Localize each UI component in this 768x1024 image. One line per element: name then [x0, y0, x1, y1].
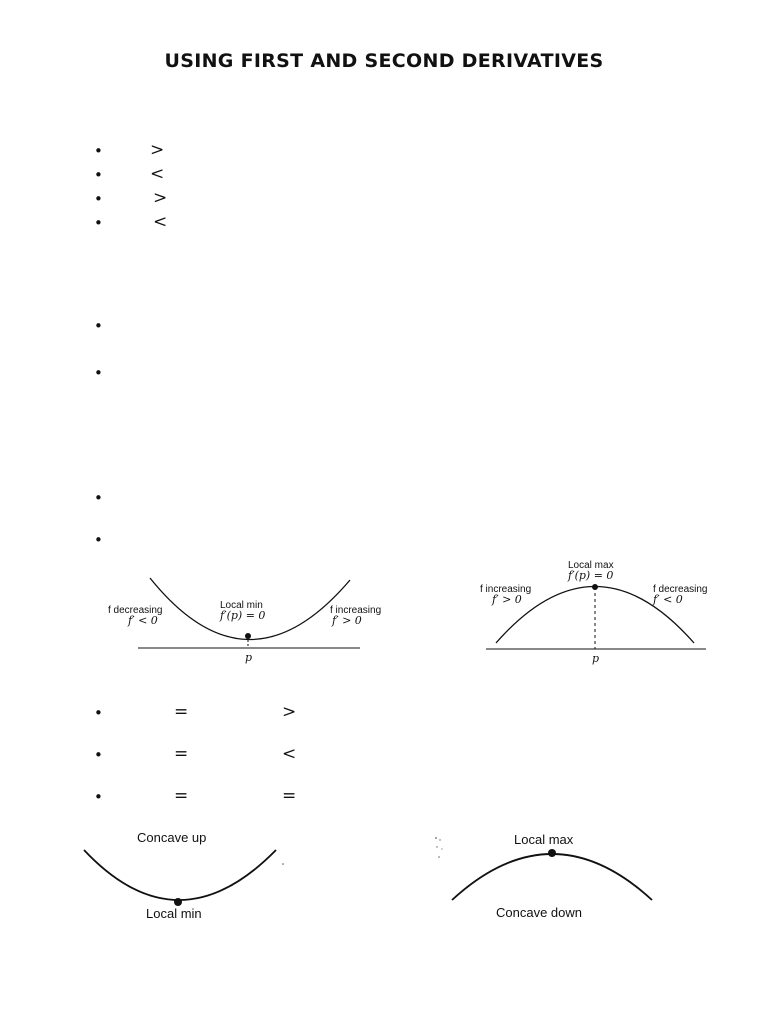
bullet-icon: • — [94, 214, 103, 232]
concave-up-label: Concave up — [137, 830, 207, 845]
local-min-point — [245, 633, 251, 639]
decreasing-formula: f′ < 0 — [128, 614, 158, 627]
relation-symbol: = — [282, 786, 297, 806]
bullet-icon: • — [94, 364, 103, 382]
local-max-point — [592, 584, 598, 590]
point-p-label: p — [245, 651, 253, 664]
local-min-formula: f′(p) = 0 — [220, 609, 266, 622]
bullet-icon: • — [94, 142, 103, 160]
local-max-diagram — [472, 560, 732, 670]
bullet-icon: • — [94, 190, 103, 208]
relation-symbol: < — [282, 744, 297, 764]
increasing-formula: f′ > 0 — [332, 614, 362, 627]
equals-symbol: = — [174, 744, 189, 764]
increasing-label: f increasing — [480, 584, 532, 595]
inequality-symbol: < — [153, 212, 168, 232]
page-title: USING FIRST AND SECOND DERIVATIVES — [164, 50, 604, 72]
bullet-icon: • — [94, 704, 103, 722]
local-max-formula: f′(p) = 0 — [568, 569, 614, 582]
concave-down-curve — [452, 854, 652, 900]
increasing-formula: f′ > 0 — [492, 593, 522, 606]
inequality-symbol: > — [150, 140, 165, 160]
bullet-icon: • — [94, 788, 103, 806]
increasing-label: f increasing — [330, 605, 382, 616]
local-min-point — [174, 898, 182, 906]
local-max-point — [548, 849, 556, 857]
bullet-icon: • — [94, 317, 103, 335]
inequality-symbol: < — [150, 164, 165, 184]
concave-up-curve — [84, 850, 276, 900]
decreasing-label: f decreasing — [108, 605, 163, 616]
local-min-label: Local min — [220, 600, 263, 611]
local-min-diagram — [100, 570, 400, 680]
decreasing-label: f decreasing — [653, 584, 708, 595]
stray-mark — [282, 863, 284, 865]
concave-down-diagram — [430, 828, 650, 928]
decreasing-formula: f′ < 0 — [653, 593, 683, 606]
concave-down-label: Concave down — [496, 905, 582, 920]
local-max-label: Local max — [568, 560, 614, 571]
point-p-label: p — [592, 652, 600, 665]
bullet-icon: • — [94, 489, 103, 507]
local-max-label: Local max — [514, 832, 574, 847]
local-min-label: Local min — [146, 906, 202, 921]
relation-symbol: > — [282, 702, 297, 722]
equals-symbol: = — [174, 702, 189, 722]
equals-symbol: = — [174, 786, 189, 806]
bullet-icon: • — [94, 531, 103, 549]
scan-speck-marks — [435, 837, 443, 858]
inequality-symbol: > — [153, 188, 168, 208]
bullet-icon: • — [94, 746, 103, 764]
concave-up-diagram — [80, 826, 300, 926]
bullet-icon: • — [94, 166, 103, 184]
